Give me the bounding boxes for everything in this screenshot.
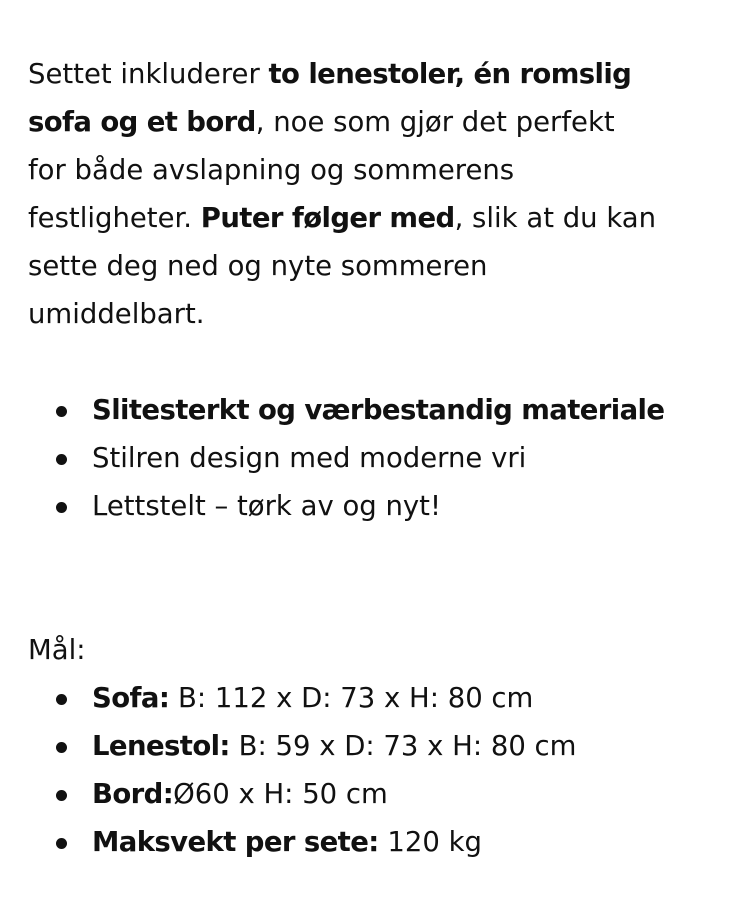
product-description xyxy=(28,50,748,866)
list-item xyxy=(28,386,748,434)
features-list xyxy=(28,386,748,530)
bullet-icon xyxy=(56,742,67,753)
text: for både avslapning og sommerens xyxy=(28,154,515,186)
dimension-value: 120 kg xyxy=(378,826,483,858)
bullet-icon xyxy=(56,454,67,465)
list-item xyxy=(28,770,748,818)
dimensions-heading: Mål: xyxy=(28,634,86,666)
list-item xyxy=(28,818,748,866)
text: festligheter. xyxy=(28,202,201,234)
text: Lettstelt – tørk av og nyt! xyxy=(92,490,441,522)
dimension-label: Bord: xyxy=(92,778,174,810)
bold-text: Puter følger med xyxy=(200,202,455,234)
text: umiddelbart. xyxy=(28,298,205,330)
text: Stilren design med moderne vri xyxy=(92,442,527,474)
dimensions-list xyxy=(28,674,748,866)
bullet-icon xyxy=(56,406,67,417)
text: , noe som gjør det perfekt xyxy=(255,106,615,138)
bullet-icon xyxy=(56,694,67,705)
intro-paragraph xyxy=(28,50,748,338)
dimension-value: B: 59 x D: 73 x H: 80 cm xyxy=(229,730,577,762)
text: Settet inkluderer xyxy=(28,58,269,90)
bullet-icon xyxy=(56,790,67,801)
list-item xyxy=(28,722,748,770)
dimension-label: Maksvekt per sete: xyxy=(92,826,379,858)
dimension-label: Sofa: xyxy=(92,682,170,714)
bold-text: to lenestoler, én romslig xyxy=(268,58,632,90)
bold-text: sofa og et bord xyxy=(28,106,256,138)
bullet-icon xyxy=(56,838,67,849)
list-item xyxy=(28,674,748,722)
bold-text: Slitesterkt og værbestandig materiale xyxy=(92,394,665,426)
list-item xyxy=(28,482,748,530)
text: , slik at du kan xyxy=(454,202,657,234)
bullet-icon xyxy=(56,502,67,513)
dimension-label: Lenestol: xyxy=(92,730,230,762)
list-item xyxy=(28,434,748,482)
dimension-value: B: 112 x D: 73 x H: 80 cm xyxy=(169,682,534,714)
dimension-value: Ø60 x H: 50 cm xyxy=(173,778,388,810)
text: sette deg ned og nyte sommeren xyxy=(28,250,488,282)
